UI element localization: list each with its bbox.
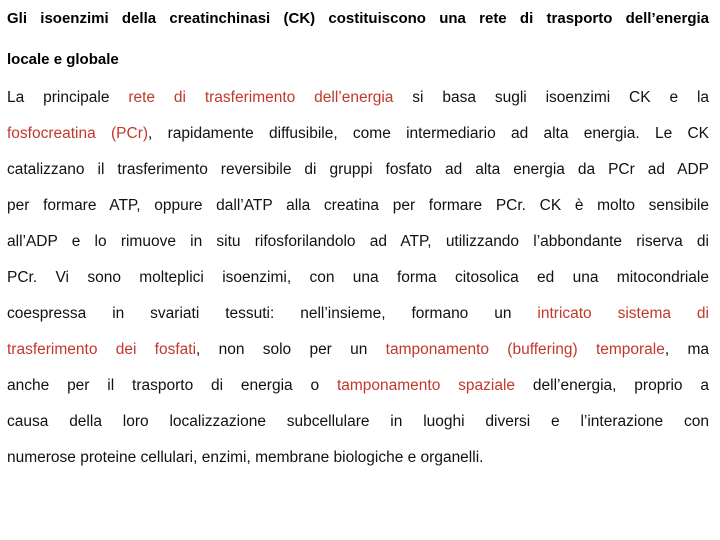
highlighted-term: tamponamento (buffering) temporale (385, 341, 665, 358)
paragraph-line-3: catalizzano il trasferimento reversibile di gruppi fosfato ad alta energia da PCr ad ADP (7, 161, 709, 178)
paragraph-line-2 (7, 124, 709, 144)
text-span: La principale (7, 89, 129, 106)
paragraph-line-6: PCr. Vi sono molteplici isoenzimi, con una forma citosolica ed una mitocondriale (7, 269, 709, 286)
paragraph-line-8 (7, 340, 709, 360)
highlighted-term: intricato sistema di (537, 305, 709, 322)
text-span: si basa sugli isoenzimi CK e la (393, 89, 710, 106)
paragraph-line-1 (7, 88, 709, 108)
paragraph-line-7 (7, 304, 709, 324)
highlighted-term: fosfocreatina (PCr) (7, 125, 149, 142)
paragraph-line-10: causa della loro localizzazione subcellulare in luoghi diversi e l’interazione con (7, 413, 709, 430)
slide-title-line-1: Gli isoenzimi della creatinchinasi (CK) costituiscono una rete di trasporto dell’energia (7, 10, 709, 27)
paragraph-line-9 (7, 376, 709, 396)
text-span: , rapidamente diffusibile, come intermediario ad alta energia. Le CK (148, 125, 709, 142)
text-span: , non solo per un (196, 341, 386, 358)
paragraph-line-11: numerose proteine cellulari, enzimi, membrane biologiche e organelli. (7, 449, 484, 466)
text-span: anche per il trasporto di energia o (7, 377, 337, 394)
slide-title-line-2: locale e globale (7, 51, 119, 68)
text-span: dell’energia, proprio a (515, 377, 710, 394)
text-span: coespressa in svariati tessuti: nell’insieme, formano un (7, 305, 538, 322)
paragraph-line-5: all’ADP e lo rimuove in situ rifosforilandolo ad ATP, utilizzando l’abbondante riserva di (7, 233, 709, 250)
paragraph-line-4: per formare ATP, oppure dall’ATP alla creatina per formare PCr. CK è molto sensibile (7, 197, 709, 214)
highlighted-term: trasferimento dei fosfati (7, 341, 197, 358)
text-span: , ma (664, 341, 709, 358)
highlighted-term: tamponamento spaziale (336, 377, 516, 394)
highlighted-term: rete di trasferimento dell’energia (128, 89, 394, 106)
